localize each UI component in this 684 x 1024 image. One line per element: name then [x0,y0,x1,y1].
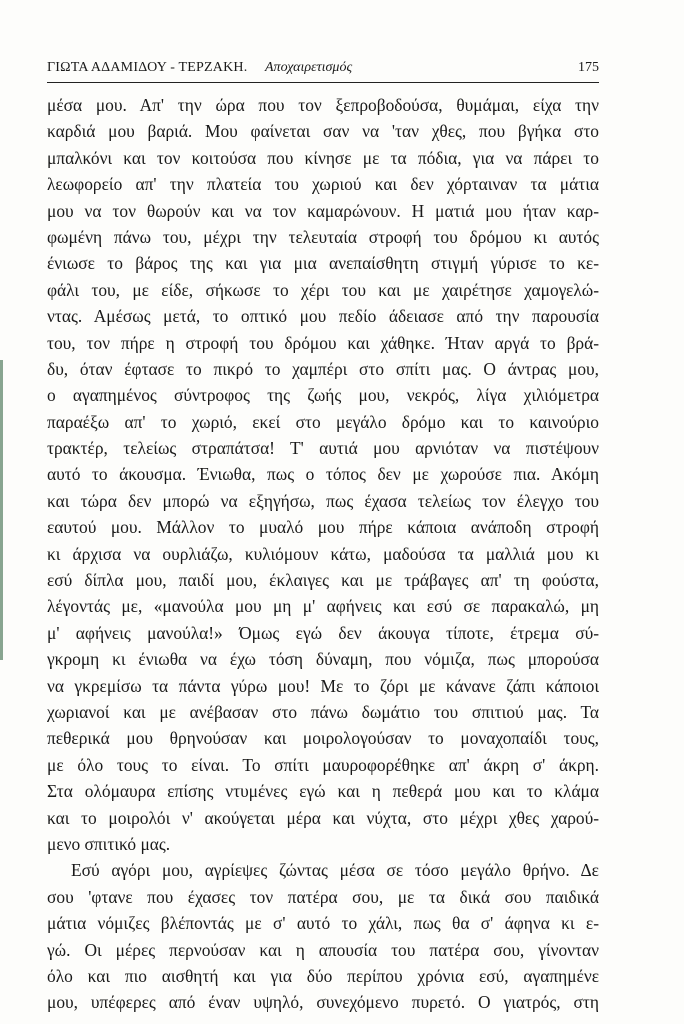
text-line: λεωφορείο απ' την πλατεία του χωριού και δεν χόρταιναν τα μάτια [47,174,599,195]
text-line: πεθερικά μου θρηνούσαν και μοιρολογούσαν το μοναχοπαίδι τους, [47,728,599,749]
text-line: καρδιά μου βαριά. Μου φαίνεται σαν να 'ταν χθες, που βγήκα στο [47,121,599,142]
text-line: φωμένη πάνω του, μέχρι την τελευταία στροφή του δρόμου κι αυτός [47,226,599,247]
text-line: ο αγαπημένος σύντροφος της ζωής μου, νεκρός, λίγα χιλιόμετρα [47,385,599,406]
text-line: τρακτέρ, τελείως στραπάτσα! Τ' αυτιά μου αρνιόταν να πιστέψουν [47,438,599,459]
text-line: Εσύ αγόρι μου, αγρίεψες ζώντας μέσα σε τόσο μεγάλο θρήνο. Δε [71,860,599,881]
text-line: σου 'φτανε που έχασες τον πατέρα σου, με τα δικά σου παιδικά [47,886,599,907]
text-line: γώ. Οι μέρες περνούσαν και η απουσία του πατέρα σου, γίνονταν [47,939,599,960]
text-line: όλο και πιο αισθητή και για δύο περίπου χρόνια εσύ, αγαπημένε [47,965,599,986]
text-line: μου, υπέφερες από έναν υψηλό, συνεχόμενο πυρετό. Ο γιατρός, στη [47,992,599,1013]
header-title: Αποχαιρετισμός [265,60,353,75]
text-line: με όλο τους το είναι. Το σπίτι μαυροφορέθηκε απ' άκρη σ' άκρη. [47,754,599,775]
body-text [47,92,599,1016]
text-line: του, τον πήρε η στροφή του δρόμου και χάθηκε. Ήταν αργά το βρά- [47,332,599,353]
page-number: 175 [578,60,599,75]
text-line: ντας. Αμέσως μετά, το οπτικό μου πεδίο άδειασε από την παρουσία [47,306,599,327]
text-line: μάτια νόμιζες βλέποντάς με σ' αυτό το χάλι, πως θα σ' άφηνα κι ε- [47,913,599,934]
text-line: λέγοντάς με, «μανούλα μου μη μ' αφήνεις και εσύ σε παρακαλώ, μη [47,596,599,617]
text-line: αυτό το άκουσμα. Ένιωθα, πως ο τόπος δεν με χωρούσε πια. Ακόμη [47,464,599,485]
text-line: και το μοιρολόι ν' ακούγεται μέρα και νύχτα, στο μέχρι χθες χαρού- [47,807,599,828]
text-line: παραέξω απ' το χωριό, εκεί στο μεγάλο δρόμο και το καινούριο [47,411,599,432]
text-line: μπαλκόνι και τον κοιτούσα που κίνησε με τα πόδια, για να πάρει το [47,147,599,168]
text-line: ένιωσε το βάρος της και για μια ανεπαίσθητη στιγμή γύρισε το κε- [47,253,599,274]
text-line: μέσα μου. Απ' την ώρα που τον ξεπροβοδούσα, θυμάμαι, είχα την [47,95,599,115]
text-line: γκρομη κι ένιωθα να έχω τόση δύναμη, που νόμιζα, πως μπορούσα [47,649,599,670]
text-line: Στα ολόμαυρα επίσης ντυμένες εγώ και η πεθερά μου και το κλάμα [47,781,599,802]
header-author: ΓΙΩΤΑ ΑΔΑΜΙΔΟΥ - ΤΕΡΖΑΚΗ. [47,60,248,75]
text-line: εαυτού μου. Μάλλον το μυαλό μου πήρε κάποια ανάποδη στροφή [47,517,599,538]
running-header [47,58,599,83]
page-edge-mark [0,360,3,660]
text-line: και τώρα δεν μπορώ να εξηγήσω, πως έχασα τελείως τον έλεγχο του [47,490,599,511]
text-line: να γκρεμίσω τα πάντα γύρω μου! Με το ζόρι με κάνανε ζάπι κάποιοι [47,675,599,696]
text-line: μενο σπιτικό μας. [47,833,171,854]
text-line: κι άρχισα να ουρλιάζω, κυλιόμουν κάτω, μαδούσα τα μαλλιά μου κι [47,543,599,564]
text-line: χωριανοί και με ανέβασαν στο πάνω δωμάτιο του σπιτιού μας. Τα [47,701,599,722]
text-line: φάλι του, με είδε, σήκωσε το χέρι του και με χαιρέτησε χαμογελώ- [47,279,599,300]
text-line: δυ, όταν έφτασε το πικρό το χαμπέρι στο σπίτι μας. Ο άντρας μου, [47,358,599,379]
text-line: μ' αφήνεις μανούλα!» Όμως εγώ δεν άκουγα τίποτε, έτρεμα σύ- [47,622,599,643]
text-line: μου να τον θωρούν και να τον καμαρώνουν. Η ματιά μου ήταν καρ- [47,200,599,221]
text-line: εσύ δίπλα μου, παιδί μου, έκλαιγες και με τράβαγες απ' τη φούστα, [47,570,599,591]
